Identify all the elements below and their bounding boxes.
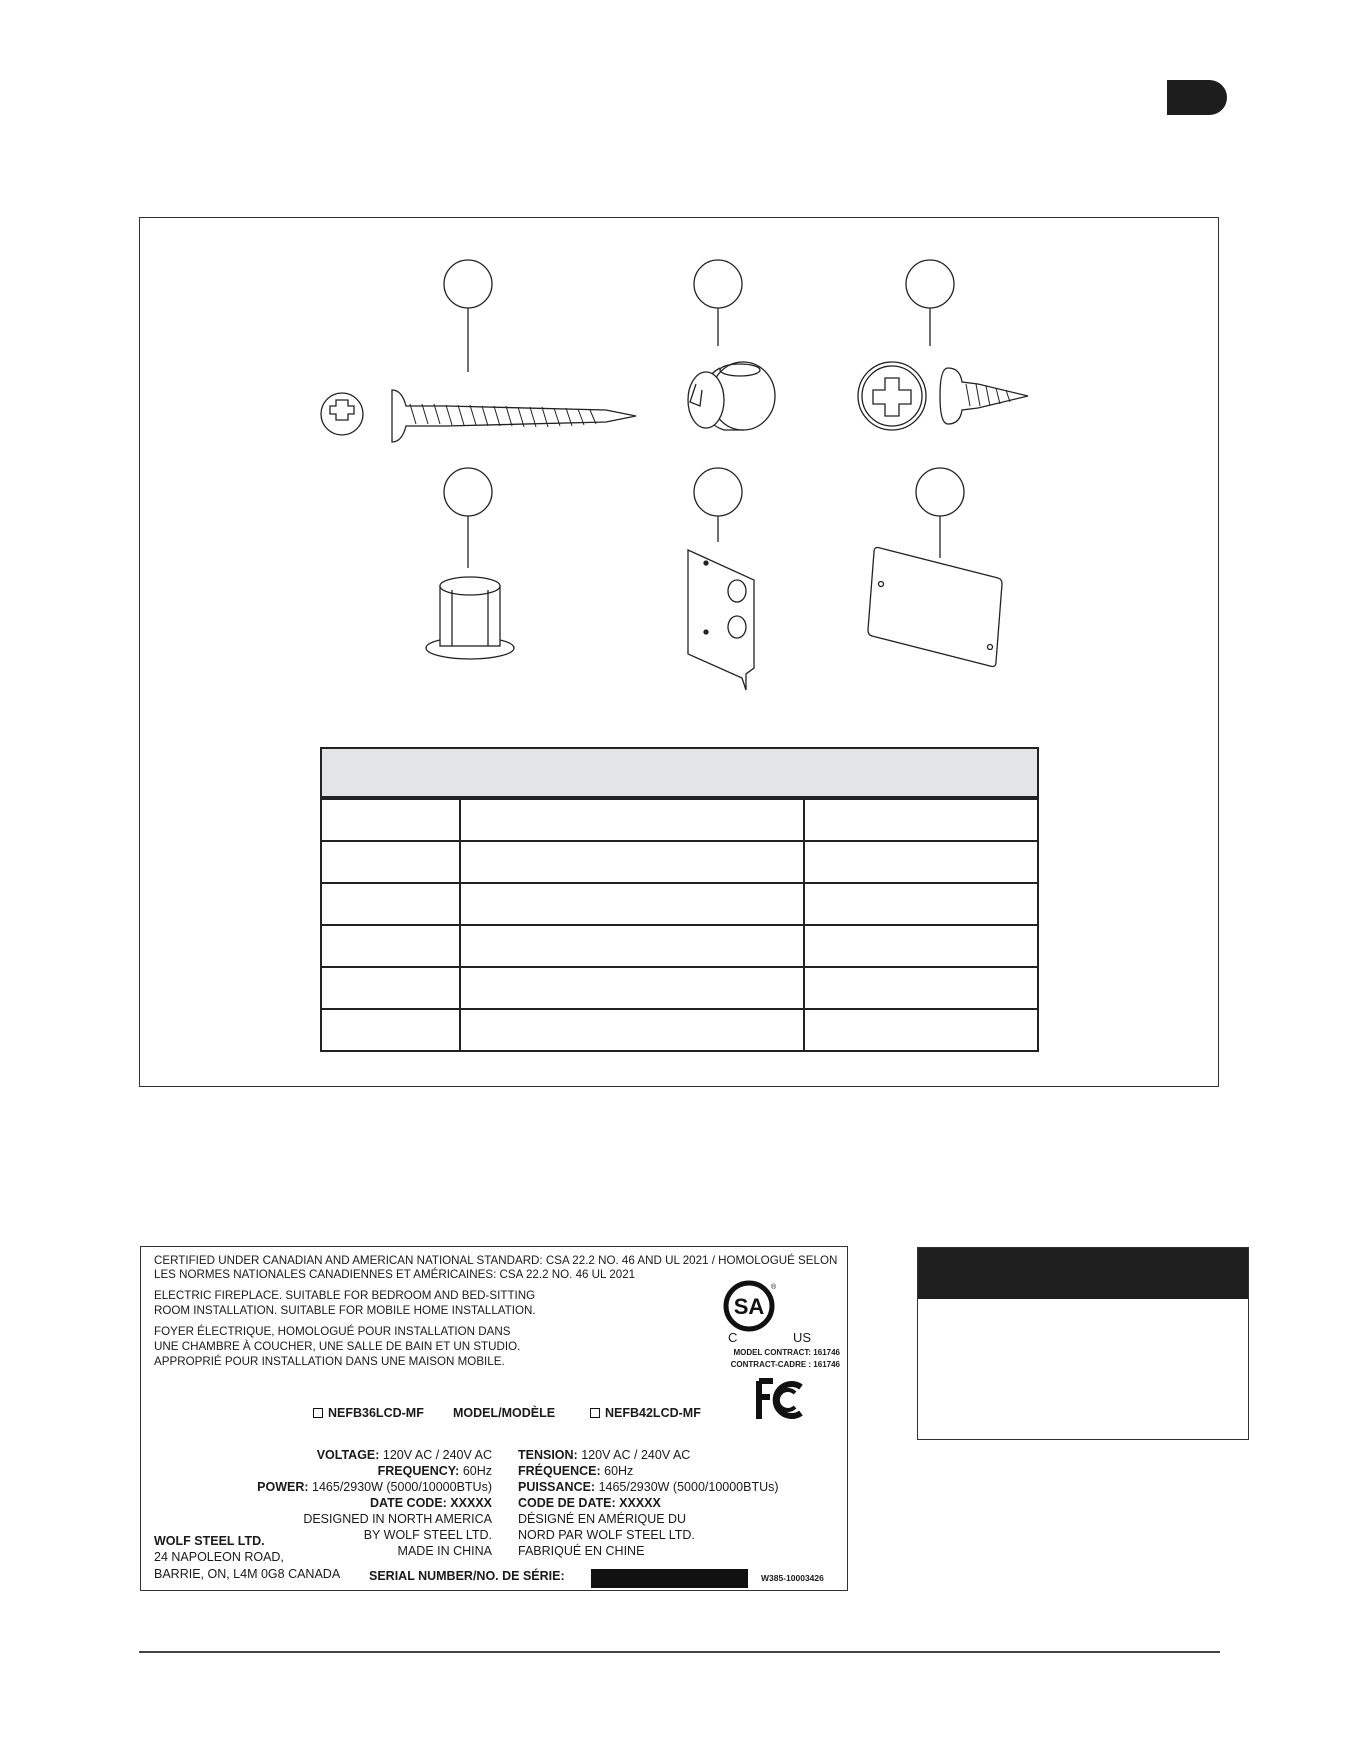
table-row bbox=[322, 882, 1037, 924]
model-36-label: NEFB36LCD-MF bbox=[328, 1406, 424, 1420]
side-info-header bbox=[918, 1248, 1248, 1299]
made-in: MADE IN CHINA bbox=[397, 1544, 492, 1558]
part-4-flanged-bushing bbox=[426, 468, 514, 659]
serial-number-label: SERIAL NUMBER/NO. DE SÉRIE: bbox=[369, 1569, 565, 1583]
french-description-line-1: FOYER ÉLECTRIQUE, HOMOLOGUÉ POUR INSTALLATION DANS bbox=[154, 1325, 511, 1338]
part-5-bracket bbox=[688, 468, 754, 690]
serial-number-field bbox=[591, 1569, 748, 1588]
table-cell bbox=[461, 842, 805, 882]
model-42-checkbox[interactable] bbox=[590, 1408, 600, 1418]
certification-line-2: LES NORMES NATIONALES CANADIENNES ET AMÉRICAINES: CSA 22.2 NO. 46 UL 2021 bbox=[154, 1268, 636, 1281]
part-3-pan-screw bbox=[858, 260, 1028, 430]
address-line-2: BARRIE, ON, L4M 0G8 CANADA bbox=[154, 1567, 341, 1581]
designe-line-1: DÉSIGNÉ EN AMÉRIQUE DU bbox=[518, 1512, 687, 1526]
french-specs bbox=[518, 1447, 838, 1559]
table-cell bbox=[805, 842, 1037, 882]
csa-certification-logo bbox=[724, 1281, 777, 1331]
frequence-label: FRÉQUENCE: bbox=[518, 1464, 601, 1478]
part-number: W385-10003426 bbox=[761, 1573, 824, 1583]
table-row bbox=[322, 798, 1037, 840]
puissance-label: PUISSANCE: bbox=[518, 1480, 596, 1494]
power-value: 1465/2930W (5000/10000BTUs) bbox=[308, 1480, 492, 1494]
model-42-label: NEFB42LCD-MF bbox=[605, 1406, 701, 1420]
contract-cadre: CONTRACT-CADRE : 161746 bbox=[730, 1360, 840, 1369]
model-option-36 bbox=[313, 1406, 424, 1421]
language-tab-marker bbox=[1167, 80, 1227, 115]
svg-text:SA: SA bbox=[733, 1294, 765, 1319]
table-cell bbox=[805, 968, 1037, 1008]
model-option-42 bbox=[590, 1406, 701, 1421]
table-cell bbox=[322, 800, 461, 840]
csa-us-mark: US bbox=[793, 1330, 812, 1345]
voltage-label: VOLTAGE: bbox=[316, 1448, 380, 1462]
code-de-date: CODE DE DATE: XXXXX bbox=[518, 1496, 661, 1510]
voltage-value: 120V AC / 240V AC bbox=[379, 1448, 492, 1462]
side-info-box bbox=[917, 1247, 1249, 1440]
frequency-label: FREQUENCY: bbox=[377, 1464, 460, 1478]
power-label: POWER: bbox=[257, 1480, 309, 1494]
table-cell bbox=[322, 884, 461, 924]
certification-line-1: CERTIFIED UNDER CANADIAN AND AMERICAN NATIONAL STANDARD: CSA 22.2 NO. 46 AND UL 2021 / HOMOLOGUÉ SELON bbox=[154, 1254, 838, 1267]
address-line-1: 24 NAPOLEON ROAD, bbox=[154, 1550, 284, 1564]
model-36-checkbox[interactable] bbox=[313, 1408, 323, 1418]
table-row bbox=[322, 840, 1037, 882]
parts-table bbox=[320, 747, 1039, 1052]
french-description-line-3: APPROPRIÉ POUR INSTALLATION DANS UNE MAISON MOBILE. bbox=[154, 1355, 505, 1368]
date-code: DATE CODE: XXXXX bbox=[369, 1496, 492, 1510]
table-cell bbox=[461, 884, 805, 924]
frequence-value: 60Hz bbox=[600, 1464, 634, 1478]
part-2-bushing bbox=[688, 260, 775, 430]
table-cell bbox=[322, 968, 461, 1008]
rating-label bbox=[140, 1246, 848, 1591]
model-contract: MODEL CONTRACT: 161746 bbox=[733, 1348, 840, 1357]
svg-text:®: ® bbox=[771, 1284, 777, 1291]
designed-line-2: BY WOLF STEEL LTD. bbox=[363, 1528, 492, 1542]
frequency-value: 60Hz bbox=[459, 1464, 492, 1478]
table-cell bbox=[805, 800, 1037, 840]
table-cell bbox=[461, 968, 805, 1008]
table-cell bbox=[322, 842, 461, 882]
csa-c-mark: C bbox=[728, 1330, 738, 1345]
footer-rule bbox=[139, 1651, 1220, 1653]
english-description-line-2: ROOM INSTALLATION. SUITABLE FOR MOBILE HOME INSTALLATION. bbox=[154, 1304, 536, 1317]
table-cell bbox=[461, 1010, 805, 1050]
table-cell bbox=[322, 1010, 461, 1050]
model-heading: MODEL/MODÈLE bbox=[453, 1406, 556, 1420]
tension-value: 120V AC / 240V AC bbox=[577, 1448, 691, 1462]
part-1-screw bbox=[321, 260, 636, 442]
table-row bbox=[322, 924, 1037, 966]
table-cell bbox=[461, 926, 805, 966]
tension-label: TENSION: bbox=[518, 1448, 578, 1462]
fcc-logo bbox=[755, 1377, 811, 1423]
table-row bbox=[322, 1008, 1037, 1050]
company-name: WOLF STEEL LTD. bbox=[154, 1534, 265, 1548]
french-description-line-2: UNE CHAMBRE À COUCHER, UNE SALLE DE BAIN ET UN STUDIO. bbox=[154, 1340, 521, 1353]
fabrique: FABRIQUÉ EN CHINE bbox=[518, 1544, 645, 1558]
table-cell bbox=[805, 884, 1037, 924]
table-cell bbox=[322, 926, 461, 966]
table-cell bbox=[805, 1010, 1037, 1050]
parts-table-header bbox=[322, 749, 1037, 798]
part-6-plate bbox=[868, 468, 1002, 667]
designe-line-2: NORD PAR WOLF STEEL LTD. bbox=[518, 1528, 695, 1542]
table-cell bbox=[805, 926, 1037, 966]
designed-line-1: DESIGNED IN NORTH AMERICA bbox=[303, 1512, 492, 1526]
english-description-line-1: ELECTRIC FIREPLACE. SUITABLE FOR BEDROOM AND BED-SITTING bbox=[154, 1289, 536, 1302]
table-cell bbox=[461, 800, 805, 840]
puissance-value: 1465/2930W (5000/10000BTUs) bbox=[595, 1480, 779, 1494]
table-row bbox=[322, 966, 1037, 1008]
